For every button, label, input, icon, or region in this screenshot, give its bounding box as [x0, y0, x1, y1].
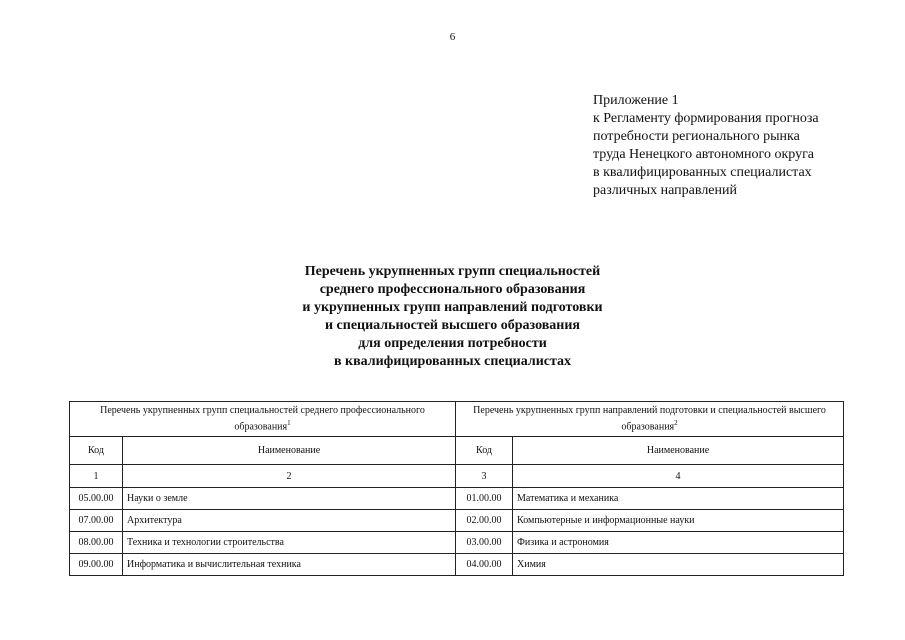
footnote-marker: 2 [674, 418, 678, 427]
col-number: 1 [70, 465, 123, 488]
vo-name: Физика и астрономия [513, 532, 844, 554]
spo-group-header [70, 402, 456, 437]
vo-group-header-text: Перечень укрупненных групп направлений подготовки и специальностей высшего образования [473, 404, 826, 433]
title-line: для определения потребности [358, 336, 547, 351]
spo-name: Техника и технологии строительства [123, 532, 456, 554]
document-title [0, 263, 905, 371]
col-header-code: Код [70, 437, 123, 465]
vo-code: 04.00.00 [456, 554, 513, 576]
vo-name: Математика и механика [513, 488, 844, 510]
specialties-table [69, 401, 844, 576]
spo-name: Науки о земле [123, 488, 456, 510]
col-header-name: Наименование [123, 437, 456, 465]
spo-code: 07.00.00 [70, 510, 123, 532]
table-row [70, 488, 844, 510]
spo-code: 09.00.00 [70, 554, 123, 576]
title-line: и укрупненных групп направлений подготовки [302, 300, 603, 315]
table-row [70, 532, 844, 554]
appendix-line: в квалифицированных специалистах [593, 165, 812, 180]
table-column-number-row [70, 465, 844, 488]
spo-name: Архитектура [123, 510, 456, 532]
col-number: 4 [513, 465, 844, 488]
table-row [70, 510, 844, 532]
title-line: среднего профессионального образования [319, 282, 586, 297]
col-header-code: Код [456, 437, 513, 465]
spo-code: 08.00.00 [70, 532, 123, 554]
appendix-line: различных направлений [593, 183, 737, 198]
vo-code: 02.00.00 [456, 510, 513, 532]
title-line: в квалифицированных специалистах [333, 354, 572, 369]
appendix-line: труда Ненецкого автономного округа [593, 147, 815, 162]
vo-name: Компьютерные и информационные науки [513, 510, 844, 532]
table-row [70, 554, 844, 576]
appendix-line: потребности регионального рынка [593, 129, 800, 144]
appendix-line: к Регламенту формирования прогноза [593, 111, 819, 126]
page-number: 6 [449, 31, 456, 43]
table-column-header-row [70, 437, 844, 465]
col-header-name: Наименование [513, 437, 844, 465]
spo-name: Информатика и вычислительная техника [123, 554, 456, 576]
col-number: 2 [123, 465, 456, 488]
spo-code: 05.00.00 [70, 488, 123, 510]
col-number: 3 [456, 465, 513, 488]
vo-name: Химия [513, 554, 844, 576]
spo-group-header-text: Перечень укрупненных групп специальностей среднего профессионального образования [100, 404, 425, 433]
table-group-header-row [70, 402, 844, 437]
title-line: и специальностей высшего образования [324, 318, 580, 333]
appendix-line: Приложение 1 [593, 93, 679, 108]
vo-code: 01.00.00 [456, 488, 513, 510]
vo-code: 03.00.00 [456, 532, 513, 554]
title-line: Перечень укрупненных групп специальностей [304, 264, 601, 279]
appendix-header [593, 92, 819, 200]
vo-group-header [456, 402, 844, 437]
footnote-marker: 1 [287, 418, 291, 427]
